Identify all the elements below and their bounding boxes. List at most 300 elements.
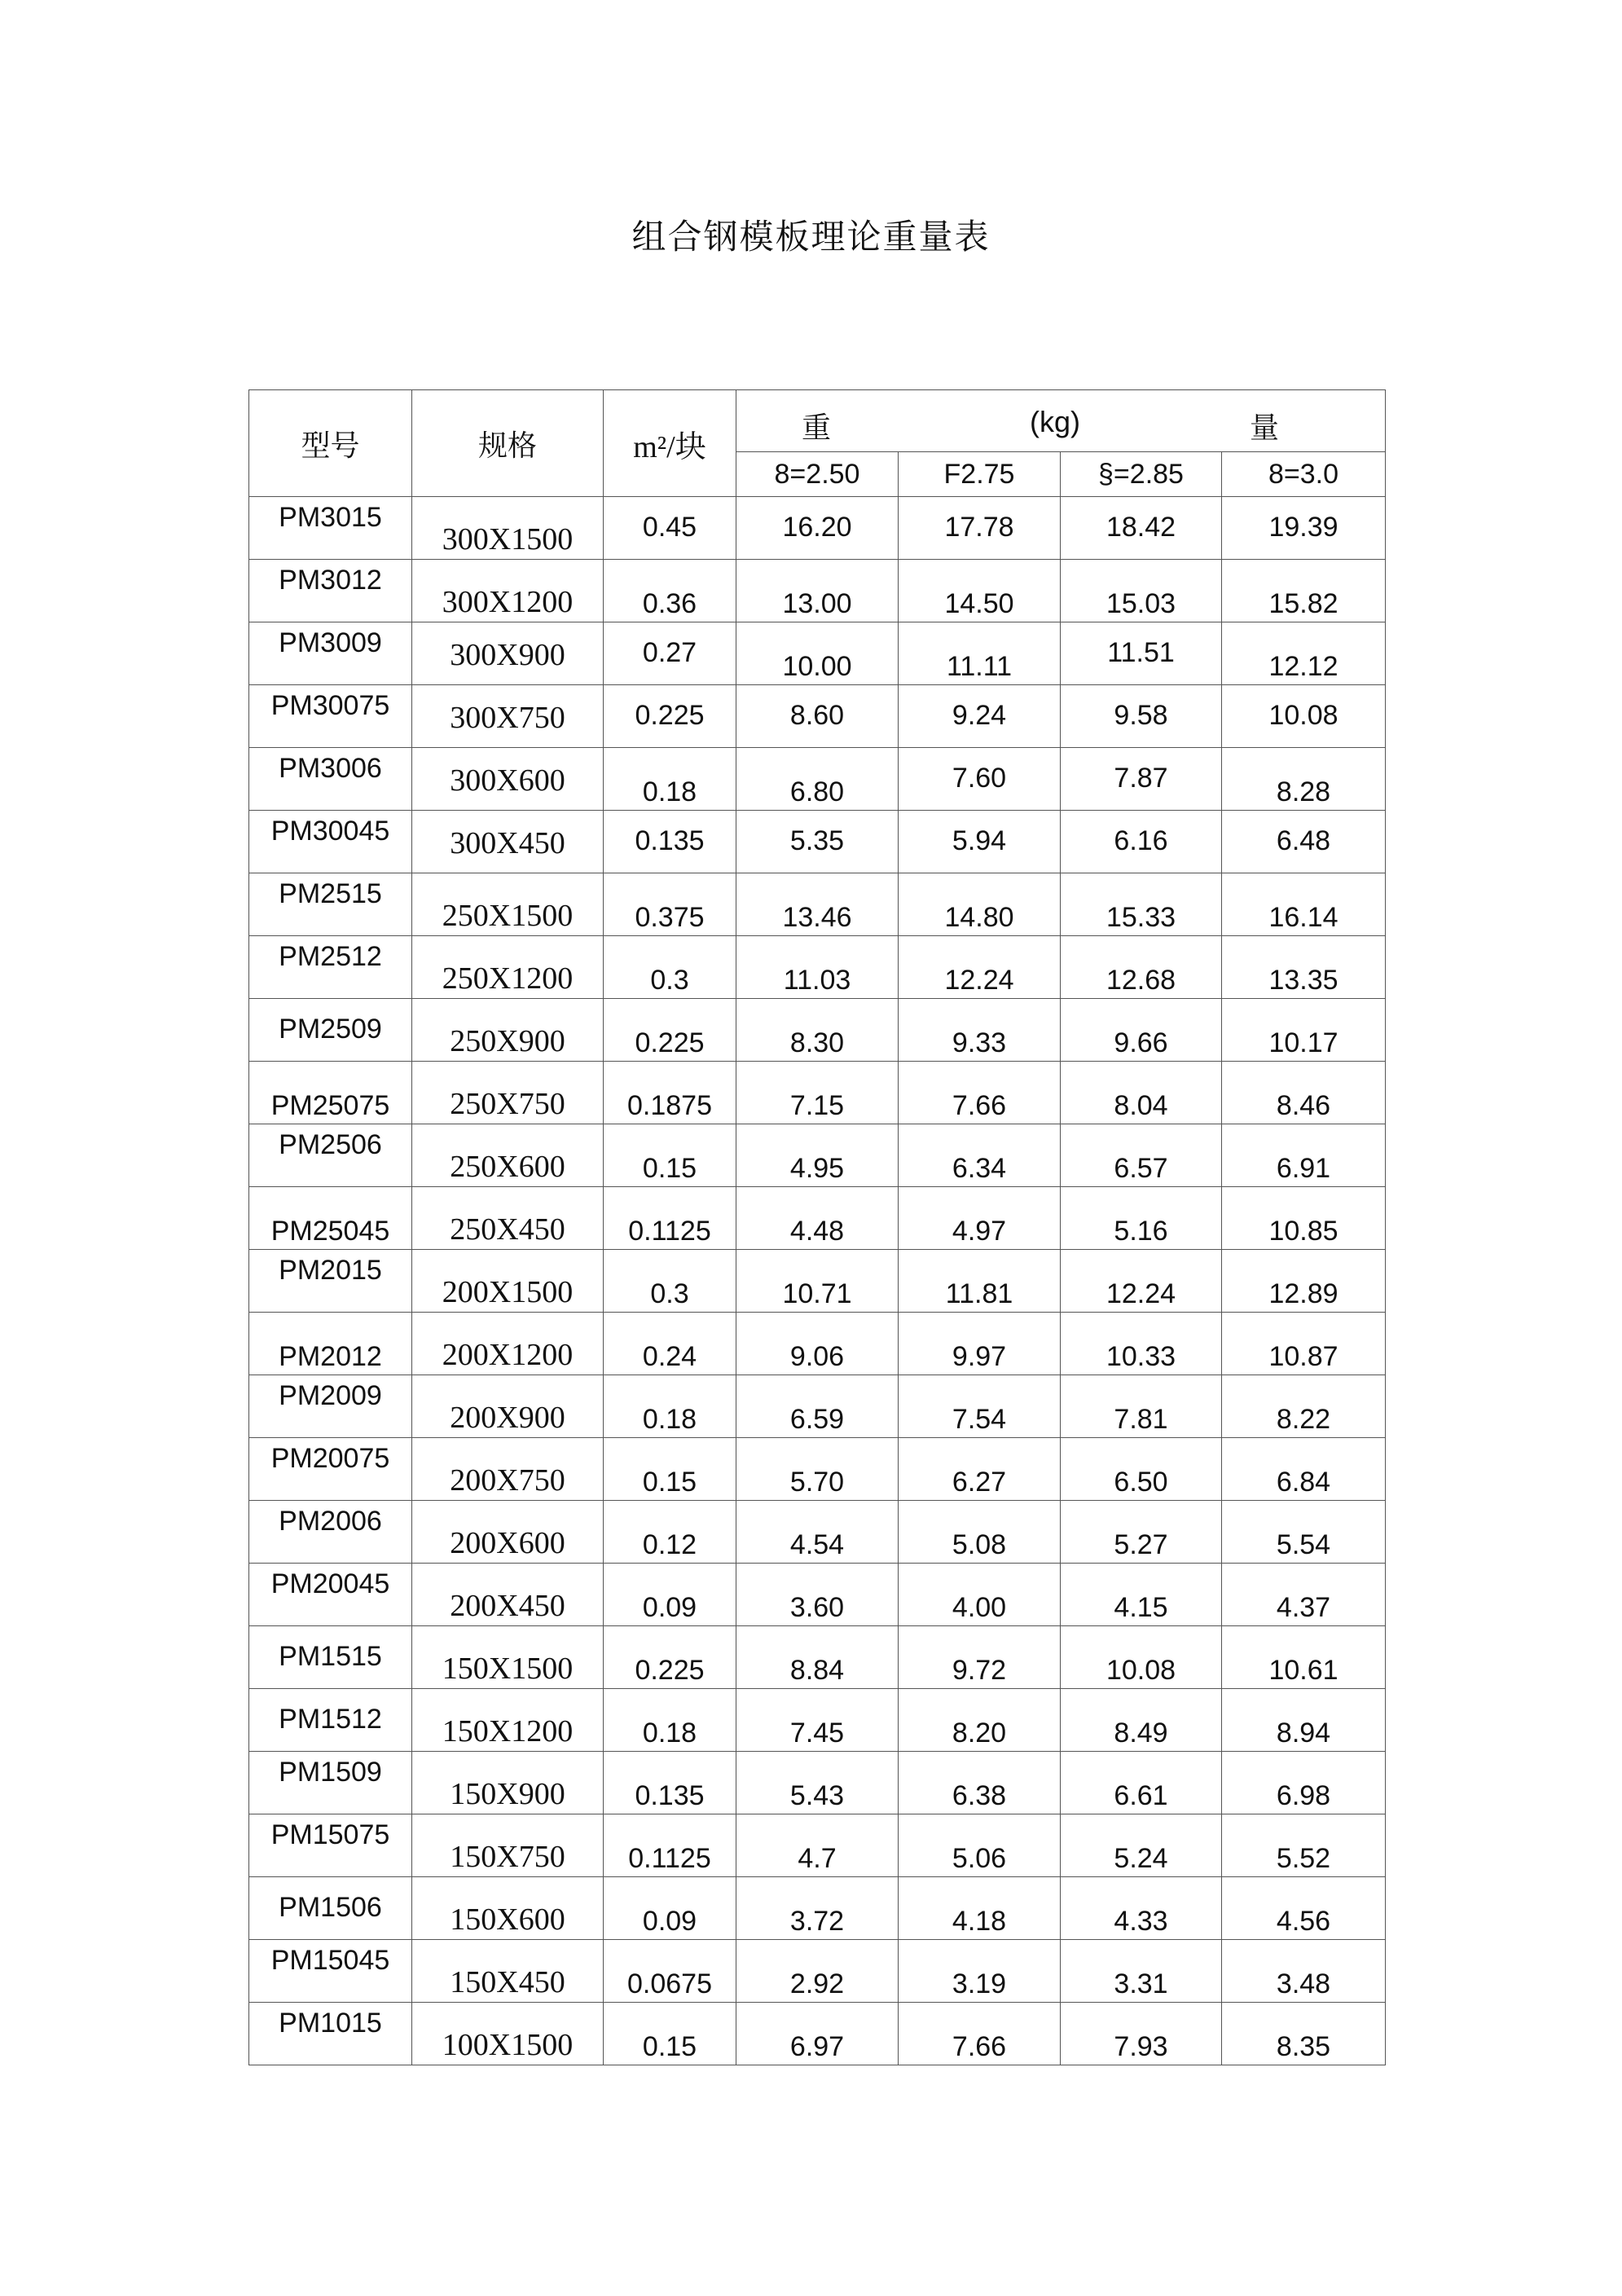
weight-cell-value: 5.43: [789, 1780, 845, 1811]
weight-cell: [1222, 497, 1386, 560]
weight-cell: [736, 999, 899, 1062]
spec-cell: [412, 2003, 604, 2065]
weight-cell-value: 8.84: [789, 1655, 845, 1686]
area-cell: [604, 1438, 736, 1501]
table-row: [249, 1313, 1386, 1375]
weight-cell: [1222, 1752, 1386, 1814]
header-area: [604, 390, 736, 497]
area-cell: [604, 811, 736, 873]
area-cell-value: 0.3: [650, 1278, 689, 1309]
weight-cell: [899, 1438, 1061, 1501]
weight-cell: [1222, 1250, 1386, 1313]
spec-cell: [412, 1877, 604, 1940]
area-cell-value: 0.36: [642, 588, 697, 619]
weight-cell: [899, 1501, 1061, 1564]
weight-cell: [1061, 1438, 1222, 1501]
model-cell-value: PM2015: [279, 1255, 382, 1286]
spec-cell-value: 300X900: [450, 638, 565, 672]
weight-cell: [899, 748, 1061, 811]
model-cell-value: PM30045: [270, 816, 390, 847]
model-cell-value: PM2512: [279, 941, 382, 972]
area-cell: [604, 1313, 736, 1375]
weight-cell: [1222, 811, 1386, 873]
area-cell: [604, 2003, 736, 2065]
area-cell: [604, 685, 736, 748]
area-cell: [604, 1689, 736, 1752]
weight-cell: [1222, 685, 1386, 748]
weight-cell: [899, 1752, 1061, 1814]
weight-cell: [1222, 560, 1386, 622]
weight-cell-value: 5.24: [1114, 1843, 1168, 1874]
weight-cell: [736, 1438, 899, 1501]
spec-cell-value: 150X750: [450, 1840, 565, 1874]
area-cell: [604, 497, 736, 560]
weight-cell: [736, 497, 899, 560]
spec-cell-value: 200X750: [450, 1463, 565, 1498]
weight-cell-value: 10.00: [782, 651, 852, 682]
weight-cell-value: 7.87: [1114, 763, 1168, 794]
weight-cell-value: 12.12: [1268, 651, 1338, 682]
weight-cell-value: 11.51: [1107, 637, 1175, 668]
weight-cell-value: 9.97: [952, 1341, 1007, 1372]
weight-table: [248, 389, 1386, 2065]
model-cell: [249, 622, 412, 685]
area-cell: [604, 1062, 736, 1124]
spec-cell-value: 150X450: [450, 1965, 565, 1999]
model-cell-value: PM2515: [279, 878, 382, 909]
weight-cell: [736, 1626, 899, 1689]
weight-cell: [736, 1062, 899, 1124]
spec-cell: [412, 497, 604, 560]
weight-cell-value: 5.70: [789, 1467, 845, 1498]
area-cell-value: 0.15: [642, 1153, 697, 1184]
table-row: [249, 999, 1386, 1062]
weight-cell: [736, 1940, 899, 2003]
weight-cell-value: 8.22: [1276, 1404, 1331, 1435]
weight-cell: [1222, 622, 1386, 685]
model-cell-value: PM2012: [279, 1341, 382, 1372]
weight-cell: [1061, 2003, 1222, 2065]
table-row: [249, 1501, 1386, 1564]
weight-cell: [1061, 1062, 1222, 1124]
model-cell-value: PM2006: [279, 1506, 382, 1537]
weight-cell-value: 16.14: [1268, 902, 1338, 933]
weight-cell-value: 19.39: [1268, 512, 1338, 543]
table-row: [249, 1187, 1386, 1250]
spec-cell-value: 150X600: [450, 1902, 565, 1937]
area-cell-value: 0.27: [642, 637, 697, 668]
model-cell: [249, 748, 412, 811]
spec-cell: [412, 560, 604, 622]
weight-cell-value: 9.72: [952, 1655, 1007, 1686]
table-row: [249, 748, 1386, 811]
area-cell: [604, 1814, 736, 1877]
weight-cell-value: 6.57: [1114, 1153, 1168, 1184]
area-cell-value: 0.225: [635, 700, 705, 731]
model-cell-value: PM2509: [279, 1014, 382, 1045]
weight-cell: [736, 1250, 899, 1313]
weight-cell-value: 4.54: [789, 1529, 845, 1560]
header-thickness-1: 8=2.50: [736, 452, 899, 497]
spec-cell: [412, 1187, 604, 1250]
spec-cell-value: 300X1500: [442, 522, 574, 556]
weight-cell-value: 2.92: [789, 1968, 845, 1999]
weight-cell-value: 5.54: [1276, 1529, 1331, 1560]
weight-cell: [1061, 1752, 1222, 1814]
weight-cell: [1061, 1626, 1222, 1689]
spec-cell: [412, 1438, 604, 1501]
area-cell: [604, 1250, 736, 1313]
model-cell: [249, 497, 412, 560]
weight-cell: [736, 1564, 899, 1626]
model-cell-value: PM3009: [279, 627, 382, 658]
spec-cell-value: 150X1200: [442, 1714, 574, 1748]
weight-cell: [1222, 1626, 1386, 1689]
weight-cell: [1222, 748, 1386, 811]
header-thickness-4: 8=3.0: [1222, 452, 1386, 497]
spec-cell-value: 300X1200: [442, 585, 574, 619]
weight-cell-value: 6.84: [1276, 1467, 1331, 1498]
table-row: [249, 1062, 1386, 1124]
weight-cell-value: 10.87: [1268, 1341, 1338, 1372]
area-cell: [604, 560, 736, 622]
weight-cell-value: 17.78: [944, 512, 1014, 543]
weight-cell-value: 7.15: [789, 1090, 845, 1121]
weight-cell: [736, 1375, 899, 1438]
table-row: [249, 1689, 1386, 1752]
area-cell-value: 0.1125: [628, 1843, 711, 1874]
spec-cell: [412, 685, 604, 748]
model-cell-value: PM25075: [270, 1090, 390, 1121]
model-cell: [249, 2003, 412, 2065]
weight-cell-value: 8.30: [789, 1027, 845, 1058]
weight-cell-value: 18.42: [1106, 512, 1176, 543]
spec-cell-value: 250X1500: [442, 899, 574, 933]
weight-cell-value: 5.06: [952, 1843, 1007, 1874]
weight-cell-value: 6.97: [789, 2031, 845, 2062]
spec-cell: [412, 1940, 604, 2003]
area-cell-value: 0.225: [635, 1655, 705, 1686]
weight-cell: [899, 1877, 1061, 1940]
model-cell: [249, 685, 412, 748]
weight-cell-value: 5.35: [789, 825, 845, 856]
header-weight-left: 重: [802, 411, 832, 445]
weight-cell-value: 3.72: [789, 1906, 845, 1937]
weight-cell: [899, 1689, 1061, 1752]
table-row: [249, 1438, 1386, 1501]
weight-cell: [1061, 560, 1222, 622]
model-cell-value: PM1515: [279, 1641, 382, 1672]
model-cell-value: PM1506: [279, 1892, 382, 1923]
model-cell: [249, 1877, 412, 1940]
weight-cell: [1061, 748, 1222, 811]
model-cell-value: PM15075: [270, 1819, 390, 1850]
weight-cell-value: 4.15: [1114, 1592, 1168, 1623]
weight-cell-value: 6.80: [789, 776, 845, 807]
weight-cell-value: 10.85: [1268, 1216, 1338, 1247]
weight-cell-value: 8.20: [952, 1718, 1007, 1748]
weight-cell-value: 11.03: [783, 965, 851, 996]
weight-cell-value: 7.60: [952, 763, 1007, 794]
table-row: [249, 936, 1386, 999]
area-cell-value: 0.225: [635, 1027, 705, 1058]
spec-cell-value: 250X450: [450, 1212, 565, 1247]
weight-cell-value: 3.60: [789, 1592, 845, 1623]
weight-cell-value: 10.08: [1106, 1655, 1176, 1686]
area-cell-value: 0.135: [635, 1780, 705, 1811]
area-cell: [604, 1375, 736, 1438]
area-cell: [604, 936, 736, 999]
area-cell: [604, 999, 736, 1062]
weight-cell: [1061, 685, 1222, 748]
weight-cell-value: 6.38: [952, 1780, 1007, 1811]
spec-cell-value: 300X450: [450, 826, 565, 860]
area-cell-value: 0.1125: [628, 1216, 711, 1247]
spec-cell: [412, 999, 604, 1062]
model-cell-value: PM3015: [279, 502, 382, 533]
weight-cell: [736, 1877, 899, 1940]
weight-cell-value: 9.24: [952, 700, 1007, 731]
spec-cell: [412, 1752, 604, 1814]
model-cell: [249, 1062, 412, 1124]
area-cell: [604, 622, 736, 685]
model-cell: [249, 1689, 412, 1752]
spec-cell: [412, 1814, 604, 1877]
area-cell: [604, 1940, 736, 2003]
weight-cell: [1061, 1564, 1222, 1626]
area-cell-value: 0.15: [642, 1467, 697, 1498]
weight-cell-value: 8.94: [1276, 1718, 1331, 1748]
weight-cell-value: 8.60: [789, 700, 845, 731]
weight-cell: [1222, 1313, 1386, 1375]
area-cell: [604, 1752, 736, 1814]
table-row: [249, 1124, 1386, 1187]
weight-cell-value: 6.27: [952, 1467, 1007, 1498]
area-cell-value: 0.0675: [627, 1968, 712, 1999]
table-row: [249, 873, 1386, 936]
weight-cell-value: 4.56: [1276, 1906, 1331, 1937]
weight-cell: [1222, 1062, 1386, 1124]
table-row: [249, 1626, 1386, 1689]
area-cell-value: 0.135: [635, 825, 705, 856]
weight-cell-value: 10.17: [1268, 1027, 1338, 1058]
weight-cell-value: 11.81: [945, 1278, 1013, 1309]
header-weight: [736, 390, 1386, 452]
weight-cell-value: 13.35: [1268, 965, 1338, 996]
weight-cell: [736, 1124, 899, 1187]
spec-cell: [412, 811, 604, 873]
weight-cell-value: 5.94: [952, 825, 1007, 856]
model-cell: [249, 1940, 412, 2003]
weight-cell-value: 4.95: [789, 1153, 845, 1184]
spec-cell: [412, 1689, 604, 1752]
spec-cell-value: 200X1200: [442, 1338, 574, 1372]
weight-cell: [1222, 1124, 1386, 1187]
spec-cell: [412, 873, 604, 936]
weight-cell: [1222, 1877, 1386, 1940]
model-cell-value: PM25045: [270, 1216, 390, 1247]
weight-cell: [899, 1814, 1061, 1877]
header-area-label: m²/块: [633, 429, 706, 464]
weight-cell: [736, 1689, 899, 1752]
weight-cell: [736, 748, 899, 811]
weight-cell: [899, 622, 1061, 685]
area-cell-value: 0.18: [642, 776, 697, 807]
weight-cell: [1222, 936, 1386, 999]
weight-cell-value: 4.33: [1114, 1906, 1168, 1937]
weight-cell: [736, 811, 899, 873]
weight-cell-value: 6.59: [789, 1404, 845, 1435]
area-cell: [604, 1877, 736, 1940]
weight-cell-value: 9.66: [1114, 1027, 1168, 1058]
weight-cell: [899, 1250, 1061, 1313]
weight-cell: [899, 936, 1061, 999]
weight-cell-value: 11.11: [946, 651, 1013, 682]
weight-cell-value: 5.27: [1114, 1529, 1168, 1560]
weight-cell: [1222, 1814, 1386, 1877]
weight-cell: [899, 1062, 1061, 1124]
table-row: [249, 1564, 1386, 1626]
weight-cell-value: 12.68: [1106, 965, 1176, 996]
model-cell-value: PM1015: [279, 2008, 382, 2039]
table-row: [249, 1250, 1386, 1313]
spec-cell: [412, 936, 604, 999]
table-row: [249, 622, 1386, 685]
weight-cell: [899, 1564, 1061, 1626]
model-cell: [249, 1375, 412, 1438]
weight-cell-value: 9.33: [952, 1027, 1007, 1058]
model-cell: [249, 936, 412, 999]
model-cell-value: PM3006: [279, 753, 382, 784]
weight-cell: [736, 2003, 899, 2065]
spec-cell-value: 150X900: [450, 1777, 565, 1811]
weight-cell: [736, 1814, 899, 1877]
weight-cell: [899, 1940, 1061, 2003]
model-cell-value: PM30075: [270, 690, 390, 721]
weight-cell: [1061, 936, 1222, 999]
weight-cell-value: 6.16: [1114, 825, 1168, 856]
spec-cell-value: 200X900: [450, 1401, 565, 1435]
weight-cell-value: 10.33: [1106, 1341, 1176, 1372]
area-cell: [604, 1626, 736, 1689]
weight-cell-value: 6.50: [1114, 1467, 1168, 1498]
spec-cell-value: 250X600: [450, 1150, 565, 1184]
area-cell-value: 0.15: [642, 2031, 697, 2062]
model-cell: [249, 1564, 412, 1626]
weight-cell: [1061, 1877, 1222, 1940]
spec-cell-value: 250X750: [450, 1087, 565, 1121]
weight-cell: [1222, 1187, 1386, 1250]
weight-cell: [1222, 999, 1386, 1062]
weight-cell-value: 4.48: [789, 1216, 845, 1247]
weight-cell-value: 15.33: [1106, 902, 1176, 933]
weight-cell: [1222, 2003, 1386, 2065]
area-cell-value: 0.1875: [627, 1090, 712, 1121]
weight-cell: [1061, 1689, 1222, 1752]
weight-cell-value: 7.54: [952, 1404, 1007, 1435]
weight-cell-value: 6.98: [1276, 1780, 1331, 1811]
weight-cell: [1061, 1250, 1222, 1313]
weight-cell-value: 7.93: [1114, 2031, 1168, 2062]
weight-cell: [1222, 1501, 1386, 1564]
model-cell-value: PM1509: [279, 1757, 382, 1788]
spec-cell: [412, 1250, 604, 1313]
model-cell-value: PM15045: [270, 1945, 390, 1976]
spec-cell: [412, 1375, 604, 1438]
weight-cell-value: 3.48: [1276, 1968, 1331, 1999]
table-row: [249, 2003, 1386, 2065]
weight-cell-value: 15.82: [1268, 588, 1338, 619]
weight-cell: [899, 685, 1061, 748]
spec-cell-value: 200X1500: [442, 1275, 574, 1309]
weight-cell: [1061, 1940, 1222, 2003]
weight-cell: [736, 622, 899, 685]
weight-cell-value: 3.31: [1114, 1968, 1168, 1999]
weight-cell: [736, 685, 899, 748]
model-cell-value: PM20075: [270, 1443, 390, 1474]
weight-cell-value: 8.04: [1114, 1090, 1168, 1121]
table-row: [249, 1940, 1386, 2003]
header-row-1: [249, 390, 1386, 452]
weight-cell: [899, 1187, 1061, 1250]
area-cell: [604, 1187, 736, 1250]
weight-cell-value: 9.06: [789, 1341, 845, 1372]
header-weight-unit: (kg): [1030, 405, 1080, 438]
model-cell-value: PM1512: [279, 1704, 382, 1735]
area-cell: [604, 1124, 736, 1187]
weight-cell-value: 4.37: [1276, 1592, 1331, 1623]
weight-cell: [1222, 873, 1386, 936]
weight-cell: [899, 873, 1061, 936]
spec-cell: [412, 1626, 604, 1689]
weight-cell: [1061, 1124, 1222, 1187]
area-cell: [604, 1501, 736, 1564]
table-row: [249, 1877, 1386, 1940]
spec-cell: [412, 1124, 604, 1187]
area-cell: [604, 873, 736, 936]
weight-cell: [1061, 1375, 1222, 1438]
weight-cell-value: 4.00: [952, 1592, 1007, 1623]
spec-cell: [412, 1062, 604, 1124]
table-row: [249, 497, 1386, 560]
area-cell-value: 0.3: [650, 965, 689, 996]
spec-cell: [412, 622, 604, 685]
model-cell: [249, 999, 412, 1062]
header-thickness-3: §=2.85: [1061, 452, 1222, 497]
weight-cell-value: 5.16: [1114, 1216, 1168, 1247]
weight-cell: [736, 560, 899, 622]
weight-cell: [899, 560, 1061, 622]
model-cell: [249, 1626, 412, 1689]
weight-cell-value: 8.49: [1114, 1718, 1168, 1748]
model-cell: [249, 1501, 412, 1564]
weight-cell-value: 14.50: [944, 588, 1014, 619]
page-title: 组合钢模板理论重量表: [631, 217, 991, 257]
area-cell-value: 0.12: [642, 1529, 697, 1560]
weight-cell-value: 7.66: [952, 1090, 1007, 1121]
model-cell-value: PM3012: [279, 565, 382, 596]
area-cell-value: 0.09: [642, 1592, 697, 1623]
header-model-label: 型号: [301, 429, 360, 463]
spec-cell: [412, 748, 604, 811]
weight-cell-value: 6.91: [1276, 1153, 1331, 1184]
model-cell: [249, 1752, 412, 1814]
weight-cell: [899, 999, 1061, 1062]
model-cell: [249, 811, 412, 873]
weight-cell: [1061, 1187, 1222, 1250]
model-cell: [249, 1438, 412, 1501]
spec-cell: [412, 1564, 604, 1626]
